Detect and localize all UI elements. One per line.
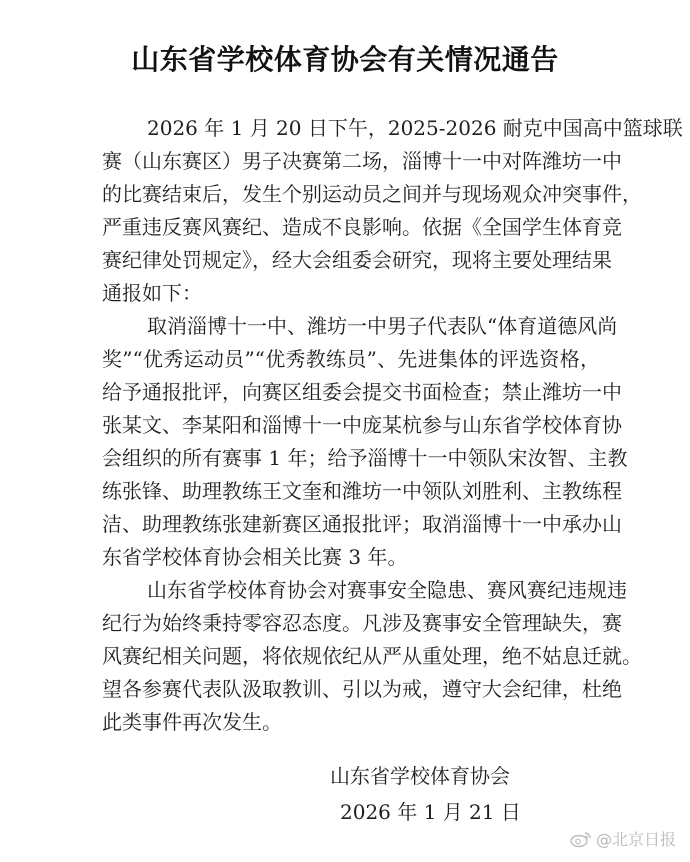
text-line: 风赛纪相关问题，将依规依纪从严从重处理，绝不姑息迁就。 — [102, 644, 642, 668]
text-line: 练张锋、助理教练王文奎和潍坊一中领队刘胜利、主教练程 — [102, 479, 622, 503]
text-line: 会组织的所有赛事 1 年；给予淄博十一中领队宋汝智、主教 — [102, 446, 628, 470]
text-line: 洁、助理教练张建新赛区通报批评；取消淄博十一中承办山 — [102, 512, 622, 536]
text-line: 张某文、李某阳和淄博十一中庞某杭参与山东省学校体育协 — [102, 413, 622, 437]
watermark-text: @北京日报 — [595, 830, 676, 849]
text-line: 山东省学校体育协会对赛事安全隐患、赛风赛纪违规违 — [147, 578, 627, 602]
document-title: 山东省学校体育协会有关情况通告 — [131, 43, 559, 76]
text-line: 给予通报批评，向赛区组委会提交书面检查；禁止潍坊一中 — [102, 380, 622, 404]
text-line: 此类事件再次发生。 — [102, 710, 282, 734]
text-line: 东省学校体育协会相关比赛 3 年。 — [102, 545, 408, 569]
watermark — [570, 827, 676, 850]
text-line: 奖”“优秀运动员”“优秀教练员”、先进集体的评选资格， — [102, 347, 600, 371]
signature-block — [330, 758, 521, 830]
paragraph-3 — [102, 574, 642, 739]
text-line: 取消淄博十一中、潍坊一中男子代表队“体育道德风尚 — [147, 314, 618, 338]
signature-date: 2026 年 1 月 21 日 — [340, 800, 521, 824]
text-line: 赛纪律处罚规定》，经大会组委会研究，现将主要处理结果 — [102, 248, 612, 272]
text-line: 赛（山东赛区）男子决赛第二场，淄博十一中对阵潍坊一中 — [102, 149, 622, 173]
text-line: 望各参赛代表队汲取教训、引以为戒，遵守大会纪律，杜绝 — [102, 677, 622, 701]
document-body — [102, 112, 683, 739]
text-line: 纪行为始终秉持零容忍态度。凡涉及赛事安全管理缺失，赛 — [102, 611, 622, 635]
text-line: 2026 年 1 月 20 日下午，2025-2026 耐克中国高中篮球联 — [147, 116, 683, 140]
paragraph-2 — [102, 310, 628, 574]
signature-organization: 山东省学校体育协会 — [330, 764, 510, 788]
weibo-icon — [570, 830, 592, 848]
text-line: 的比赛结束后，发生个别运动员之间并与现场观众冲突事件， — [102, 182, 642, 206]
paragraph-1 — [102, 112, 683, 310]
text-line: 通报如下： — [102, 281, 202, 305]
text-line: 严重违反赛风赛纪、造成不良影响。依据《全国学生体育竞 — [102, 215, 622, 239]
